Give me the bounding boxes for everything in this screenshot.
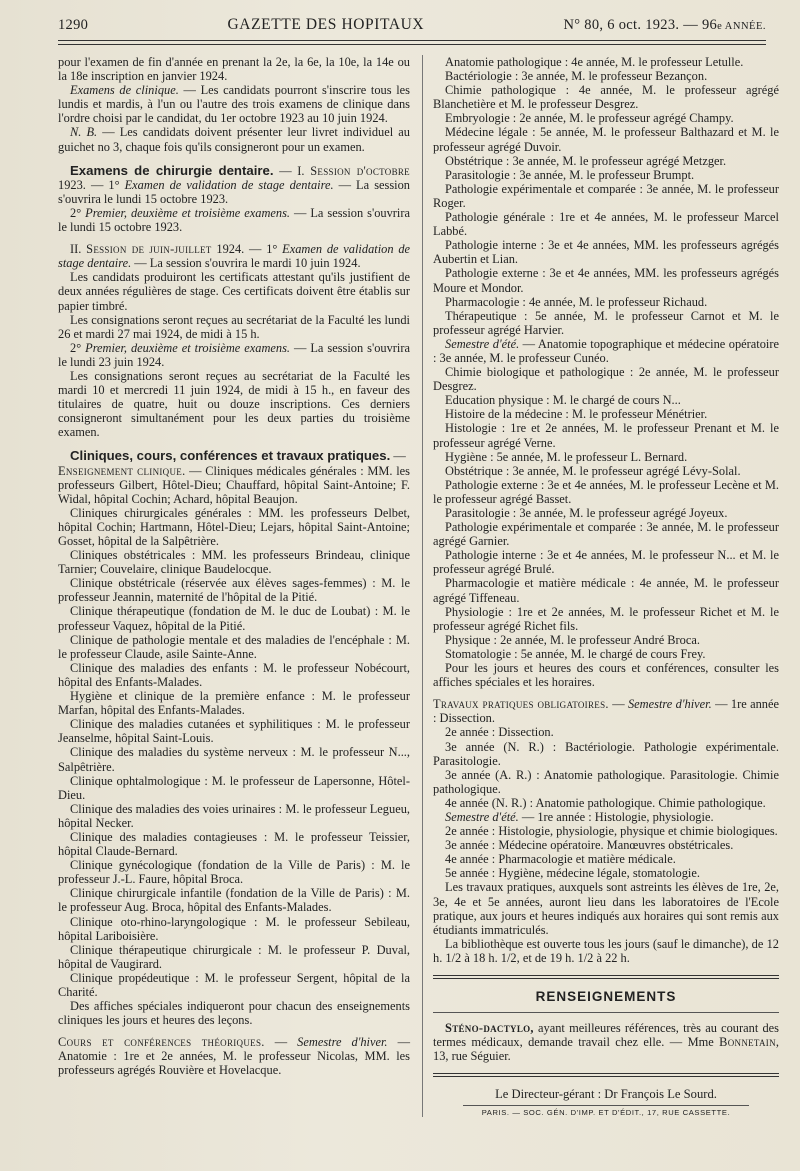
columns [58, 55, 779, 1118]
section-dentaire: Examens de chirurgie dentaire. — I. Session d'octobre 1923. — 1° Examen de validation de stage dentaire. — La session s'ouvrira le lundi 15 octobre 1923. [58, 162, 410, 206]
section-rule [433, 975, 779, 979]
header-rule [58, 40, 766, 45]
paragraph: N. B. — Les candidats doivent présenter leur livret individuel au guichet no 3, chaque fois qu'ils consigneront pour un examen. [58, 125, 410, 154]
paragraph: Anatomie pathologique : 4e année, M. le professeur Letulle. [445, 55, 744, 69]
paragraph: Chimie biologique et pathologique : 2e année, M. le professeur Desgrez. [433, 365, 779, 394]
paragraph: Clinique des maladies cutanées et syphilitiques : M. le professeur Jeanselme, hôpital Saint-Louis. [58, 717, 410, 746]
paragraph: Clinique thérapeutique (fondation de M. le duc de Loubat) : M. le professeur Vaquez, hôpital de la Pitié. [58, 604, 410, 633]
classified-ad: Sténo-dactylo, ayant meilleures références, très au courant des termes médicaux, demande travail chez elle. — Mme Bonnetain, 13, rue Séguier. [433, 1021, 779, 1064]
paragraph: Cliniques obstétricales : MM. les professeurs Brindeau, clinique Tarnier; Couvelaire, clinique Baudelocque. [58, 548, 410, 577]
paragraph: Les candidats produiront les certificats attestant qu'ils justifient de deux années régulières de stage. Ces certificats doivent être établis sur papier timbré. [58, 270, 410, 313]
paragraph: Examens de clinique. — Les candidats pourront s'inscrire tous les lundis et mardis, à l'un ou l'autre des trois examens de clinique dans l'ordre choisi par le candidat, du 1er octobre 1923 au 10 juin 1924. [58, 83, 410, 126]
paragraph: Travaux pratiques obligatoires. — Semestre d'hiver. — 1re année : Dissection. [433, 697, 779, 726]
paragraph: 2° Premier, deuxième et troisième examens. — La session s'ouvrira le lundi 23 juin 1924. [58, 340, 410, 369]
paragraph: Histologie : 1re et 2e années, M. le professeur Prenant et M. le professeur agrégé Verne. [433, 421, 779, 450]
paragraph: 4e année (N. R.) : Anatomie pathologique. Chimie pathologique. [445, 795, 766, 810]
paragraph: Thérapeutique : 5e année, M. le professeur Carnot et M. le professeur agrégé Harvier. [433, 308, 779, 337]
paragraph: Clinique gynécologique (fondation de la Ville de Paris) : M. le professeur J.-L. Faure, hôpital Broca. [58, 858, 410, 887]
paragraph: Les consignations seront reçues au secrétariat de la Faculté les mardi 10 et mercredi 11 juin 1924, de midi à 15 h., en faveur des titulaires de quatre, huit ou douze inscriptions. Ces derniers consigneront simultanément pour les deux parties du troisième examen. [58, 368, 410, 440]
paragraph: Chimie pathologique : 4e année, M. le professeur agrégé Blanchetière et M. le professeur Desgrez. [433, 83, 779, 112]
paragraph: Semestre d'été. — 1re année : Histologie, physiologie. [445, 809, 714, 824]
paragraph: Clinique des maladies des enfants : M. le professeur Nobécourt, hôpital des Enfants-Malades. [58, 660, 410, 689]
page-header [58, 16, 766, 40]
left-column [58, 55, 410, 1117]
paragraph: Clinique des maladies du système nerveux : M. le professeur N..., Salpêtrière. [58, 745, 410, 774]
paragraph: Pour les jours et heures des cours et conférences, consulter les affiches spéciales et les horaires. [433, 661, 779, 690]
paragraph: La bibliothèque est ouverte tous les jours (sauf le dimanche), de 12 h. 1/2 à 18 h. 1/2, et de 19 h. 1/2 à 22 h. [433, 936, 779, 965]
section-rule [433, 1073, 779, 1077]
paragraph: pour l'examen de fin d'année en prenant la 2e, la 6e, la 10e, la 14e ou la 18e inscription en janvier 1924. [58, 55, 410, 84]
paragraph: Les consignations seront reçues au secrétariat de la Faculté les lundi 26 et mardi 27 mai 1924, de midi à 15 h. [58, 312, 410, 341]
paragraph: Embryologie : 2e année, M. le professeur agrégé Champy. [445, 111, 734, 126]
issue-year: e ANNÉE. [717, 21, 766, 32]
paragraph: Les travaux pratiques, auxquels sont astreints les élèves de 1re, 2e, 3e, 4e et 5e années, auront lieu dans les laboratoires de l'Ecole pratique, aux jours et heures indiqués aux horaires qui sont remis aux étudiants immatriculés. [433, 880, 779, 937]
paragraph: Pharmacologie et matière médicale : 4e année, M. le professeur agrégé Tiffeneau. [433, 576, 779, 605]
paragraph: Parasitologie : 3e année, M. le professeur agrégé Joyeux. [445, 506, 728, 520]
paragraph: Hygiène : 5e année, M. le professeur L. Bernard. [445, 449, 688, 464]
renseignements-title: RENSEIGNEMENTS [535, 989, 677, 1004]
paragraph: Semestre d'été. — Anatomie topographique et médecine opératoire : 3e année, M. le professeur Cunéo. [433, 336, 779, 365]
paragraph: Clinique propédeutique : M. le professeur Sergent, hôpital de la Charité. [58, 970, 410, 999]
paragraph: 4e année : Pharmacologie et matière médicale. [445, 852, 676, 867]
paragraph: Cours et conférences théoriques. — Semestre d'hiver. — Anatomie : 1re et 2e années, M. le professeur Nicolas, MM. les professeurs agrégés Rouvière et Hovelacque. [58, 1035, 410, 1078]
director-line: Le Directeur-gérant : Dr François Le Sourd. [495, 1087, 717, 1102]
paragraph: Education physique : M. le chargé de cours N... [445, 393, 681, 408]
paragraph: Physiologie : 1re et 2e années, M. le professeur Richet et M. le professeur agrégé Richet fils. [433, 604, 779, 633]
paragraph: Pathologie interne : 3e et 4e années, MM. les professeurs agrégés Aubertin et Lian. [433, 238, 779, 267]
paragraph: Parasitologie : 3e année, M. le professeur Brumpt. [445, 167, 695, 182]
paragraph: 3e année (N. R.) : Bactériologie. Pathologie expérimentale. Parasitologie. [433, 739, 779, 768]
paragraph: 2° Premier, deuxième et troisième examens. — La session s'ouvrira le lundi 15 octobre 1923. [58, 205, 410, 235]
paragraph: Pathologie générale : 1re et 4e années, M. le professeur Marcel Labbé. [433, 210, 779, 239]
paragraph: Obstétrique : 3e année, M. le professeur agrégé Lévy-Solal. [445, 463, 741, 478]
right-column [422, 55, 779, 1117]
page-number: 1290 [58, 17, 89, 33]
paragraph: Clinique des maladies contagieuses : M. le professeur Teissier, hôpital Claude-Bernard. [58, 829, 410, 859]
paragraph: Pathologie expérimentale et comparée : 3e année, M. le professeur Roger. [433, 181, 779, 210]
paragraph: Clinique oto-rhino-laryngologique : M. le professeur Sebileau, hôpital Lariboisière. [58, 914, 410, 943]
paragraph: II. Session de juin-juillet 1924. — 1° Examen de validation de stage dentaire. — La session s'ouvrira le mardi 10 juin 1924. [58, 242, 411, 271]
paragraph: 2e année : Histologie, physiologie, physique et chimie biologiques. [445, 824, 778, 839]
paragraph: Cliniques chirurgicales générales : MM. les professeurs Delbet, hôpital Cochin; Hartmann, Hôtel-Dieu; Lejars, hôpital Saint-Antoine; Gosset, hôpital de la Salpêtrière. [58, 505, 410, 548]
paragraph: Pharmacologie : 4e année, M. le professeur Richaud. [445, 294, 708, 309]
section-rule [433, 1012, 779, 1013]
paragraph: Clinique obstétricale (réservée aux élèves sages-femmes) : M. le professeur Jeannin, maternité de l'hôpital de la Pitié. [58, 576, 410, 605]
paragraph: 2e année : Dissection. [445, 725, 554, 740]
paragraph: 3e année (A. R.) : Anatomie pathologique. Parasitologie. Chimie pathologique. [433, 767, 779, 796]
paragraph: Pathologie expérimentale et comparée : 3e année, M. le professeur agrégé Garnier. [433, 520, 779, 549]
paragraph: Hygiène et clinique de la première enfance : M. le professeur Marfan, hôpital des Enfants-Malades. [58, 689, 410, 718]
paragraph: Clinique chirurgicale infantile (fondation de la Ville de Paris) : M. le professeur Aug. Broca, hôpital des Enfants-Malades. [58, 886, 410, 915]
paragraph: Stomatologie : 5e année, M. le chargé de cours Frey. [445, 646, 706, 661]
paragraph: Des affiches spéciales indiqueront pour chacun des enseignements cliniques les jours et heures des leçons. [58, 999, 410, 1028]
paragraph: 3e année : Médecine opératoire. Manœuvres obstétricales. [445, 838, 734, 853]
paragraph: Médecine légale : 5e année, M. le professeur Balthazard et M. le professeur agrégé Duvoir. [433, 125, 779, 154]
journal-title: GAZETTE DES HOPITAUX [227, 16, 425, 33]
paragraph: 5e année : Hygiène, médecine légale, stomatologie. [445, 866, 700, 881]
section-title: Cliniques, cours, conférences et travaux pratiques. [70, 448, 391, 464]
paragraph: Pathologie interne : 3e et 4e années, M. le professeur N... et M. le professeur agrégé Brulé. [433, 548, 779, 577]
paragraph: Pathologie externe : 3e et 4e années, MM. les professeurs agrégés Moure et Mondor. [433, 266, 779, 295]
paragraph: Clinique de pathologie mentale et des maladies de l'encéphale : M. le professeur Claude, asile Sainte-Anne. [58, 632, 410, 661]
paragraph: Physique : 2e année, M. le professeur André Broca. [445, 632, 700, 647]
paragraph: Bactériologie : 3e année, M. le professeur Bezançon. [445, 69, 708, 84]
paragraph: Clinique ophtalmologique : M. le professeur de Lapersonne, Hôtel-Dieu. [58, 773, 410, 802]
paragraph: Histoire de la médecine : M. le professeur Ménétrier. [445, 407, 708, 422]
section-cliniques: Cliniques, cours, conférences et travaux pratiques. — [70, 448, 406, 464]
paragraph: Clinique thérapeutique chirurgicale : M. le professeur P. Duval, hôpital de Vaugirard. [58, 942, 410, 971]
printer-line: PARIS. — SOC. GÉN. D'IMP. ET D'ÉDIT., 17, RUE CASSETTE. [481, 1108, 731, 1118]
paragraph: Enseignement clinique. — Cliniques médicales générales : MM. les professeurs Gilbert, Hôtel-Dieu; Chauffard, hôpital Saint-Antoine; F. Widal, hôpital Cochin; Achard, hôpital Beaujon. [58, 463, 410, 506]
paragraph: Clinique des maladies des voies urinaires : M. le professeur Legueu, hôpital Necker. [58, 801, 410, 830]
section-title: Examens de chirurgie dentaire. [70, 162, 274, 178]
issue-info [564, 17, 766, 34]
section-rule [463, 1105, 749, 1106]
issue-date: N° 80, 6 oct. 1923. — 96 [563, 17, 718, 33]
paragraph: Obstétrique : 3e année, M. le professeur agrégé Metzger. [445, 153, 727, 168]
paragraph: Pathologie externe : 3e et 4e années, M. le professeur Lecène et M. le professeur agrégé Basset. [433, 477, 779, 506]
